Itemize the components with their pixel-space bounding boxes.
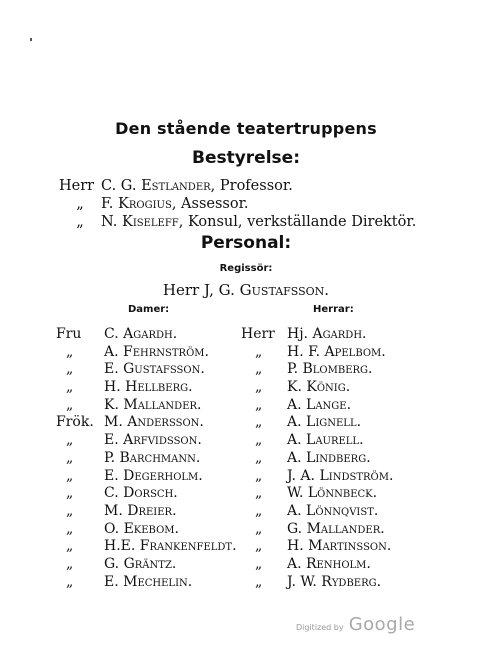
board-member-name: Kiseleff bbox=[121, 214, 179, 230]
damer-prefix: „ bbox=[66, 361, 74, 378]
damer-initials: K. bbox=[104, 396, 119, 413]
herrar-initials: J. W. bbox=[287, 573, 317, 590]
damer-name: Andersson. bbox=[127, 414, 204, 431]
herrar-entry bbox=[241, 485, 393, 503]
herrar-name: König. bbox=[306, 379, 351, 396]
damer-entry bbox=[56, 397, 237, 415]
damer-entry bbox=[56, 538, 237, 556]
damer-initials: A. bbox=[104, 343, 119, 360]
herrar-entry bbox=[241, 574, 393, 592]
herrar-prefix: Herr bbox=[241, 326, 275, 342]
damer-name: Dreier. bbox=[127, 502, 177, 519]
damer-initials: M. bbox=[104, 502, 123, 519]
herrar-entry bbox=[241, 538, 393, 556]
herrar-initials: G. bbox=[287, 520, 303, 537]
herrar-entry bbox=[241, 397, 393, 415]
herrar-name: Lange. bbox=[306, 396, 352, 413]
herrar-entry bbox=[241, 344, 393, 362]
damer-entry bbox=[56, 521, 237, 539]
herrar-prefix: „ bbox=[255, 449, 263, 466]
herrar-name: Blomberg. bbox=[302, 361, 373, 378]
herrar-initials: K. bbox=[287, 379, 302, 396]
board-member-prefix: „ bbox=[76, 196, 84, 212]
damer-initials: M. bbox=[104, 414, 123, 431]
herrar-initials: A. bbox=[287, 555, 302, 572]
herrar-name: Laurell. bbox=[306, 432, 364, 449]
damer-name: Ekebom. bbox=[123, 520, 179, 537]
damer-entry bbox=[56, 326, 237, 344]
page-title: Den stående teatertruppens bbox=[115, 119, 377, 138]
damer-entry bbox=[56, 432, 237, 450]
herrar-name: Lindström. bbox=[319, 467, 394, 484]
herrar-prefix: „ bbox=[255, 573, 263, 590]
board-member-initials: C. G. bbox=[101, 178, 137, 194]
board-member-initials: F. bbox=[101, 196, 114, 212]
herrar-initials: A. bbox=[287, 449, 302, 466]
damer-entry bbox=[56, 503, 237, 521]
herrar-entry bbox=[241, 468, 393, 486]
section-heading-board: Bestyrelse: bbox=[191, 148, 300, 168]
herrar-entry bbox=[241, 326, 393, 344]
damer-name: Mallander. bbox=[123, 396, 202, 413]
herrar-prefix: „ bbox=[255, 379, 263, 396]
scan-speck bbox=[30, 38, 32, 41]
damer-entry bbox=[56, 361, 237, 379]
regissor-name: Gustafsson bbox=[239, 281, 325, 299]
damer-prefix: „ bbox=[66, 467, 74, 484]
damer-name: Gräntz. bbox=[123, 555, 177, 572]
herrar-initials: A. bbox=[287, 502, 302, 519]
damer-heading: Damer: bbox=[128, 304, 170, 315]
damer-initials: H. bbox=[104, 379, 121, 396]
damer-name: Frankenfeldt. bbox=[139, 538, 237, 555]
damer-prefix: „ bbox=[66, 502, 74, 519]
damer-initials: E. bbox=[104, 573, 119, 590]
herrar-prefix: „ bbox=[255, 361, 263, 378]
herrar-entry bbox=[241, 361, 393, 379]
herrar-prefix: „ bbox=[255, 520, 263, 537]
damer-prefix: Fru bbox=[56, 326, 82, 342]
damer-prefix: „ bbox=[66, 520, 74, 537]
damer-initials: C. bbox=[104, 326, 119, 342]
herrar-entry bbox=[241, 450, 393, 468]
digitized-by-google-watermark bbox=[296, 614, 415, 635]
herrar-entry bbox=[241, 503, 393, 521]
regissor-initials: J, G. bbox=[204, 281, 235, 299]
herrar-initials: A. bbox=[287, 414, 302, 431]
herrar-entry bbox=[241, 521, 393, 539]
herrar-prefix: „ bbox=[255, 555, 263, 572]
regissor-label: Regissör: bbox=[219, 263, 273, 274]
herrar-entry bbox=[241, 432, 393, 450]
regissor-entry bbox=[0, 281, 492, 299]
herrar-name: Apelbom. bbox=[324, 343, 386, 360]
herrar-initials: H. F. bbox=[287, 343, 321, 360]
board-member-role: , Konsul, verkställande Direktör. bbox=[178, 214, 417, 230]
damer-prefix: „ bbox=[66, 555, 74, 572]
board-member bbox=[59, 214, 416, 230]
damer-initials: E. bbox=[104, 361, 119, 378]
damer-prefix: „ bbox=[66, 485, 74, 502]
damer-prefix: „ bbox=[66, 379, 74, 396]
damer-prefix: „ bbox=[66, 396, 74, 413]
herrar-prefix: „ bbox=[255, 538, 263, 555]
damer-initials: G. bbox=[104, 555, 120, 572]
herrar-prefix: „ bbox=[255, 467, 263, 484]
herrar-prefix: „ bbox=[255, 485, 263, 502]
herrar-initials: A. bbox=[287, 396, 302, 413]
damer-entry bbox=[56, 450, 237, 468]
regissor-suffix: . bbox=[324, 281, 330, 299]
damer-prefix: „ bbox=[66, 449, 74, 466]
damer-entry bbox=[56, 468, 237, 486]
herrar-prefix: „ bbox=[255, 396, 263, 413]
herrar-list bbox=[241, 326, 393, 591]
section-heading-personal: Personal: bbox=[200, 233, 292, 253]
damer-entry bbox=[56, 414, 237, 432]
herrar-prefix: „ bbox=[255, 414, 263, 431]
herrar-name: Lignell. bbox=[306, 414, 362, 431]
herrar-name: Lindberg. bbox=[306, 449, 371, 466]
herrar-entry bbox=[241, 556, 393, 574]
damer-prefix: „ bbox=[66, 343, 74, 360]
damer-name: Degerholm. bbox=[123, 467, 203, 484]
damer-name: Fehrnström. bbox=[123, 343, 209, 360]
google-logo: Google bbox=[348, 614, 416, 635]
herrar-initials: Hj. bbox=[287, 326, 308, 342]
board-member-prefix: Herr bbox=[59, 178, 95, 194]
damer-entry bbox=[56, 574, 237, 592]
damer-name: Dorsch. bbox=[123, 485, 178, 502]
herrar-name: Martinsson. bbox=[308, 538, 392, 555]
herrar-initials: A. bbox=[287, 432, 302, 449]
herrar-initials: W. bbox=[287, 485, 304, 502]
herrar-name: Rydberg. bbox=[321, 573, 382, 590]
damer-initials: E. bbox=[104, 432, 119, 449]
damer-initials: E. bbox=[104, 467, 119, 484]
herrar-name: Agardh. bbox=[312, 326, 367, 342]
herrar-entry bbox=[241, 414, 393, 432]
herrar-initials: H. bbox=[287, 538, 304, 555]
damer-prefix: Frök. bbox=[56, 414, 94, 431]
damer-name: Agardh. bbox=[123, 326, 178, 342]
herrar-name: Renholm. bbox=[306, 555, 371, 572]
herrar-name: Lönnbeck. bbox=[307, 485, 378, 502]
herrar-name: Mallander. bbox=[306, 520, 385, 537]
board-member-name: Estlander bbox=[141, 178, 211, 194]
herrar-prefix: „ bbox=[255, 343, 263, 360]
damer-name: Gustafsson. bbox=[123, 361, 205, 378]
damer-prefix: „ bbox=[66, 538, 74, 555]
damer-initials: H.E. bbox=[104, 538, 136, 555]
damer-name: Mechelin. bbox=[123, 573, 193, 590]
damer-name: Arfvidsson. bbox=[123, 432, 202, 449]
herrar-entry bbox=[241, 379, 393, 397]
regissor-prefix: Herr bbox=[162, 281, 200, 299]
herrar-initials: P. bbox=[287, 361, 299, 378]
herrar-initials: J. A. bbox=[287, 467, 315, 484]
damer-initials: O. bbox=[104, 520, 120, 537]
herrar-prefix: „ bbox=[255, 432, 263, 449]
herrar-name: Lönnqvist. bbox=[306, 502, 379, 519]
damer-initials: P. bbox=[104, 449, 116, 466]
damer-list bbox=[56, 326, 237, 591]
board-member-role: , Assessor. bbox=[171, 196, 249, 212]
herrar-prefix: „ bbox=[255, 502, 263, 519]
board-member-name: Krogius bbox=[118, 196, 172, 212]
damer-prefix: „ bbox=[66, 573, 74, 590]
damer-name: Hellberg. bbox=[125, 379, 193, 396]
damer-entry bbox=[56, 485, 237, 503]
damer-entry bbox=[56, 379, 237, 397]
herrar-heading: Herrar: bbox=[313, 304, 354, 315]
board-member-prefix: „ bbox=[76, 214, 84, 230]
board-member bbox=[59, 196, 249, 212]
damer-prefix: „ bbox=[66, 432, 74, 449]
damer-name: Barchmann. bbox=[119, 449, 201, 466]
damer-initials: C. bbox=[104, 485, 119, 502]
board-member-role: , Professor. bbox=[210, 178, 293, 194]
board-member-initials: N. bbox=[101, 214, 118, 230]
damer-entry bbox=[56, 344, 237, 362]
board-member bbox=[59, 178, 293, 194]
damer-entry bbox=[56, 556, 237, 574]
digitized-by-text: Digitized by bbox=[296, 623, 344, 632]
